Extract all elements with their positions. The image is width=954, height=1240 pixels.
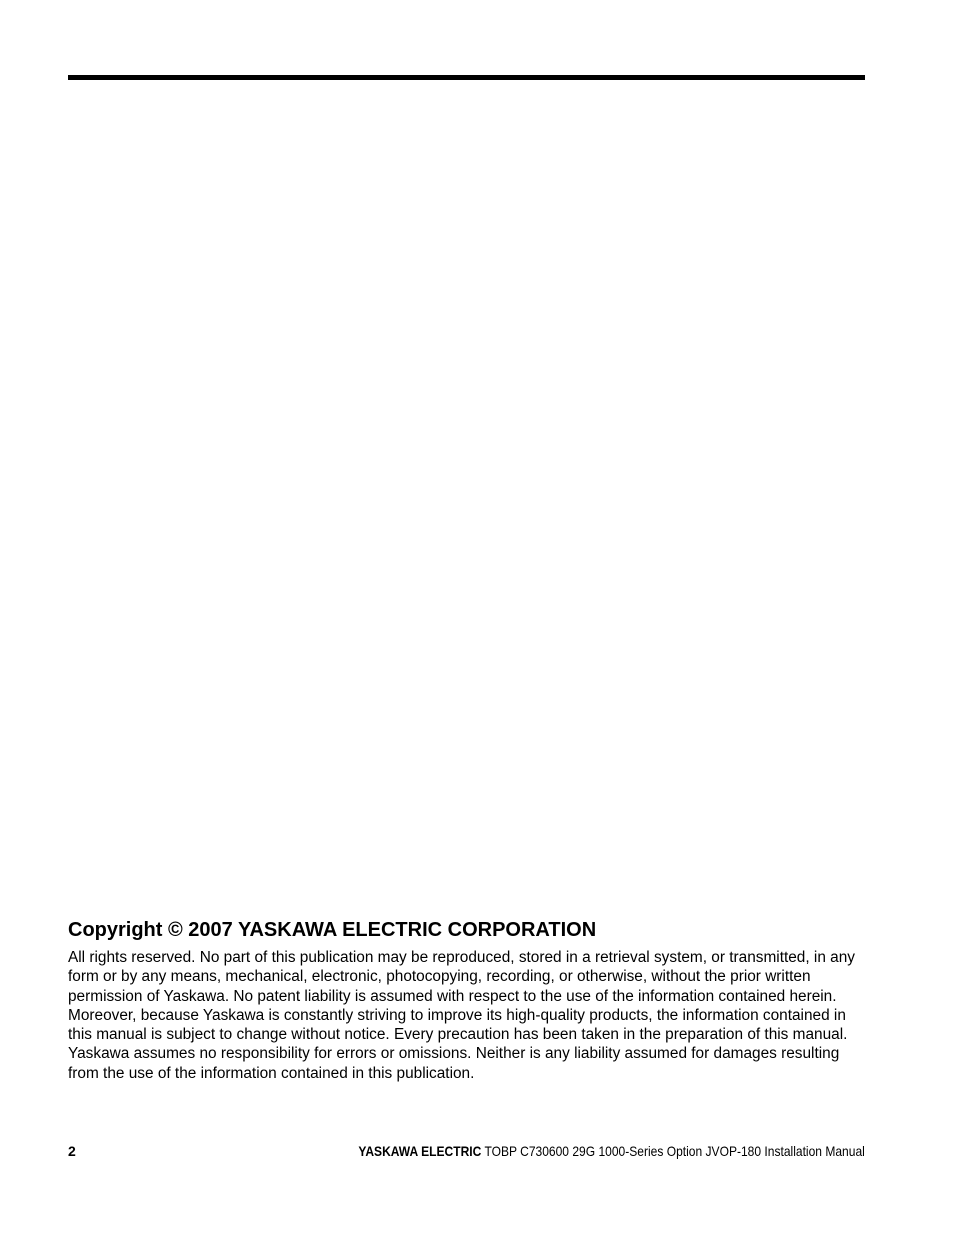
- page-number: 2: [68, 1143, 76, 1159]
- footer-brand: YASKAWA ELECTRIC: [358, 1143, 482, 1159]
- copyright-heading: Copyright © 2007 YASKAWA ELECTRIC CORPORATION: [68, 919, 597, 941]
- page-footer: [68, 1142, 865, 1162]
- header-rule: [68, 75, 865, 80]
- footer-document-info: [359, 1142, 865, 1160]
- copyright-notice: All rights reserved. No part of this publication may be reproduced, stored in a retrieval system, or transmitted, in any form or by any means, mechanical, electronic, photocopying, recording, or otherwise, without the prior written permission of Yaskawa. No patent liability is assumed with respect to the use of the information contained herein. Moreover, because Yaskawa is constantly striving to improve its high-quality products, the information contained in this manual is subject to change without notice. Every precaution has been taken in the preparation of this manual. Yaskawa assumes no responsibility for errors or omissions. Neither is any liability assumed for damages resulting from the use of the information contained in this publication.: [68, 949, 855, 1082]
- footer-document-title: TOBP C730600 29G 1000-Series Option JVOP-180 Installation Manual: [484, 1143, 865, 1159]
